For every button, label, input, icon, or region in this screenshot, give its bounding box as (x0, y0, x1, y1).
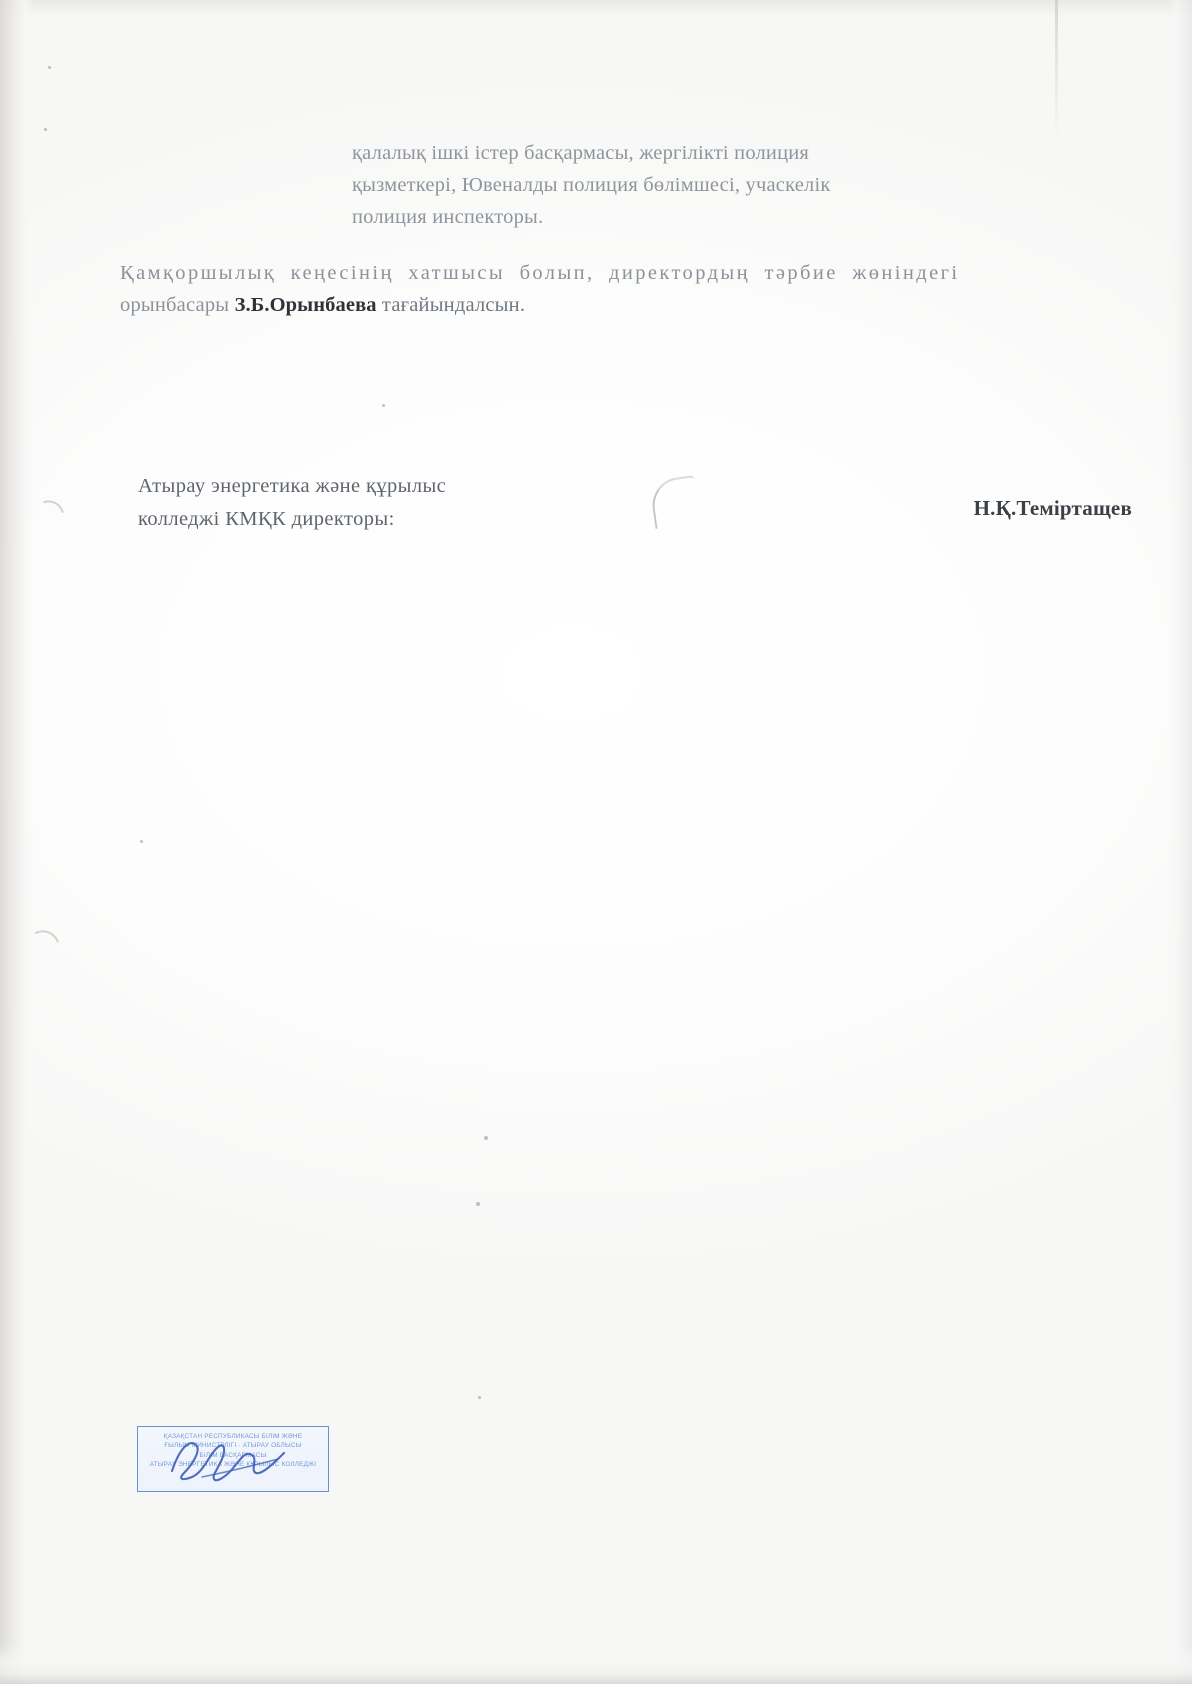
signatory-name: Н.Қ.Теміртащев (973, 496, 1132, 520)
official-stamp (137, 1426, 329, 1492)
paragraph-top-line-3: полиция инспекторы. (352, 205, 544, 228)
paragraph-council-appointment (120, 258, 972, 322)
paragraph-top-line-1: қалалық ішкі істер басқармасы, жергілікті полиция (352, 142, 810, 164)
scan-speck (476, 1202, 480, 1206)
signature-title-line-1: Атырау энергетика және құрылыс (138, 475, 447, 497)
scan-speck (484, 1136, 488, 1140)
scan-edge-left (0, 0, 34, 1684)
paragraph-council-line-1: Қамқоршылық кеңесінің хатшысы болып, директордың тәрбие жөніндегі (120, 262, 960, 284)
stamp-line-4: АТЫРАУ ЭНЕРГЕТИКА ЖӘНЕ ҚҰРЫЛЫС КОЛЛЕДЖІ (149, 1460, 317, 1468)
stamp-line-1: ҚАЗАҚСТАН РЕСПУБЛИКАСЫ БІЛІМ ЖӘНЕ (163, 1433, 303, 1440)
paragraph-top (352, 138, 972, 233)
scan-edge-top (0, 0, 1192, 22)
handwritten-signature (166, 1433, 296, 1485)
signature-block (138, 470, 1138, 536)
council-secretary-name: З.Б.Орынбаева (234, 293, 377, 316)
stamp-line-2: ҒЫЛЫМ МИНИСТРЛІГІ · АТЫРАУ ОБЛЫСЫ (164, 1442, 302, 1450)
scan-bottom-bar (0, 1674, 1192, 1684)
scan-edge-right (1166, 0, 1192, 1684)
stamp-line-3: БІЛІМ БАСҚАРМАСЫ (199, 1451, 267, 1459)
council-line2-suffix: тағайындалсын. (376, 293, 526, 316)
signature-title-line-2: колледжі КМҚК директоры: (138, 507, 395, 530)
scan-speck (140, 840, 143, 843)
scan-speck (44, 128, 47, 131)
council-line2-prefix: орынбасары (120, 293, 235, 316)
scan-speck (382, 404, 385, 407)
signature-title (138, 470, 658, 536)
scan-speck (48, 66, 51, 69)
scan-speck (478, 1396, 481, 1399)
page-fold-line (1055, 0, 1058, 140)
paragraph-top-line-2: қызметкері, Ювеналды полиция бөлімшесі, учаскелік (352, 173, 831, 196)
paragraph-council-line-2 (120, 290, 972, 322)
